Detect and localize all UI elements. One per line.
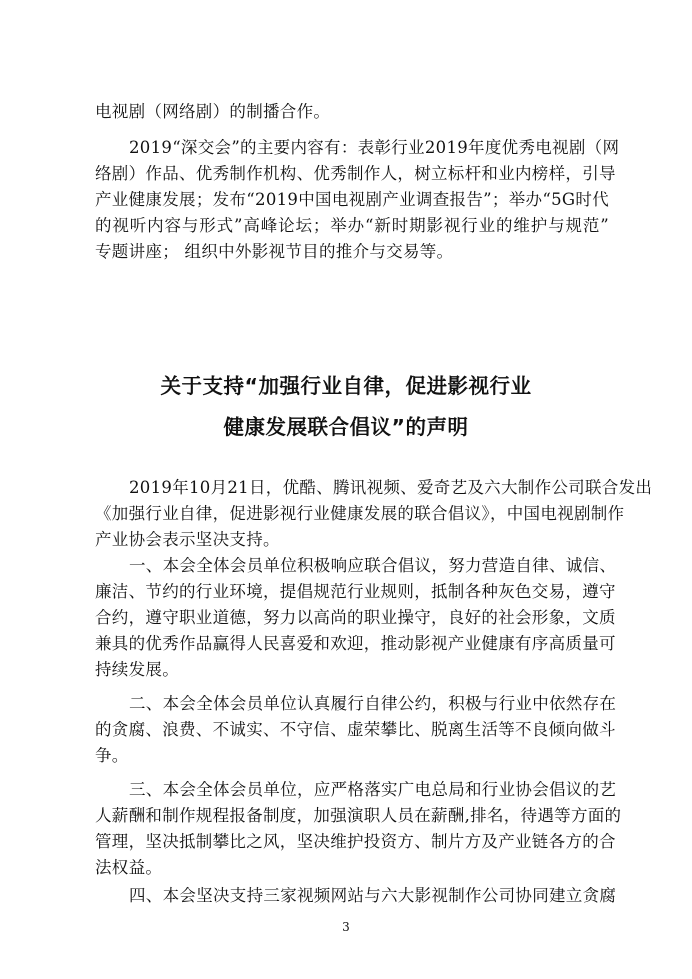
body-line: 《加强行业自律，促进影视行业健康发展的联合倡议》，中国电视剧制作	[95, 504, 625, 523]
body-line: 合约，遵守职业道德，努力以高尚的职业操守，良好的社会形象，文质	[95, 608, 616, 627]
intro-line: 产业健康发展；发布“2019中国电视剧产业调查报告”；举办“5G时代	[95, 190, 609, 209]
body-line: 四、本会坚决支持三家视频网站与六大影视制作公司协同建立贪腐	[129, 886, 617, 905]
body-line: 廉洁、节约的行业环境，提倡规范行业规则，抵制各种灰色交易，遵守	[95, 582, 616, 601]
body-line: 2019年10月21日，优酷、腾讯视频、爱奇艺及六大制作公司联合发出	[129, 478, 653, 497]
body-line: 争。	[95, 746, 129, 765]
body-line: 法权益。	[95, 858, 163, 877]
intro-line: 电视剧（网络剧）的制播合作。	[95, 102, 331, 121]
body-line: 二、本会全体会员单位认真履行自律公约，积极与行业中依然存在	[129, 694, 617, 713]
statement-title-line-1: 关于支持“加强行业自律，促进影视行业	[160, 374, 532, 398]
body-line: 持续发展。	[95, 660, 179, 679]
body-line: 人薪酬和制作规程报备制度，加强演职人员在薪酬,排名，待遇等方面的	[95, 806, 622, 825]
intro-line: 2019“深交会”的主要内容有：表彰行业2019年度优秀电视剧（网	[129, 138, 620, 157]
body-line: 产业协会表示坚决支持。	[95, 530, 280, 549]
intro-line: 的视听内容与形式”高峰论坛；举办“新时期影视行业的维护与规范”	[95, 216, 609, 235]
body-line: 三、本会全体会员单位，应严格落实广电总局和行业协会倡议的艺	[129, 780, 617, 799]
statement-title-line-2: 健康发展联合倡议”的声明	[223, 415, 469, 439]
page-number: 3	[342, 920, 350, 934]
intro-line: 专题讲座； 组织中外影视节目的推介与交易等。	[95, 242, 454, 261]
body-line: 管理，坚决抵制攀比之风，坚决维护投资方、制片方及产业链各方的合	[95, 832, 616, 851]
intro-line: 络剧）作品、优秀制作机构、优秀制作人，树立标杆和业内榜样，引导	[95, 164, 616, 183]
body-line: 兼具的优秀作品赢得人民喜爱和欢迎，推动影视产业健康有序高质量可	[95, 634, 616, 653]
body-line: 的贪腐、浪费、不诚实、不守信、虚荣攀比、脱离生活等不良倾向做斗	[95, 720, 616, 739]
body-line: 一、本会全体会员单位积极响应联合倡议，努力营造自律、诚信、	[129, 556, 617, 575]
